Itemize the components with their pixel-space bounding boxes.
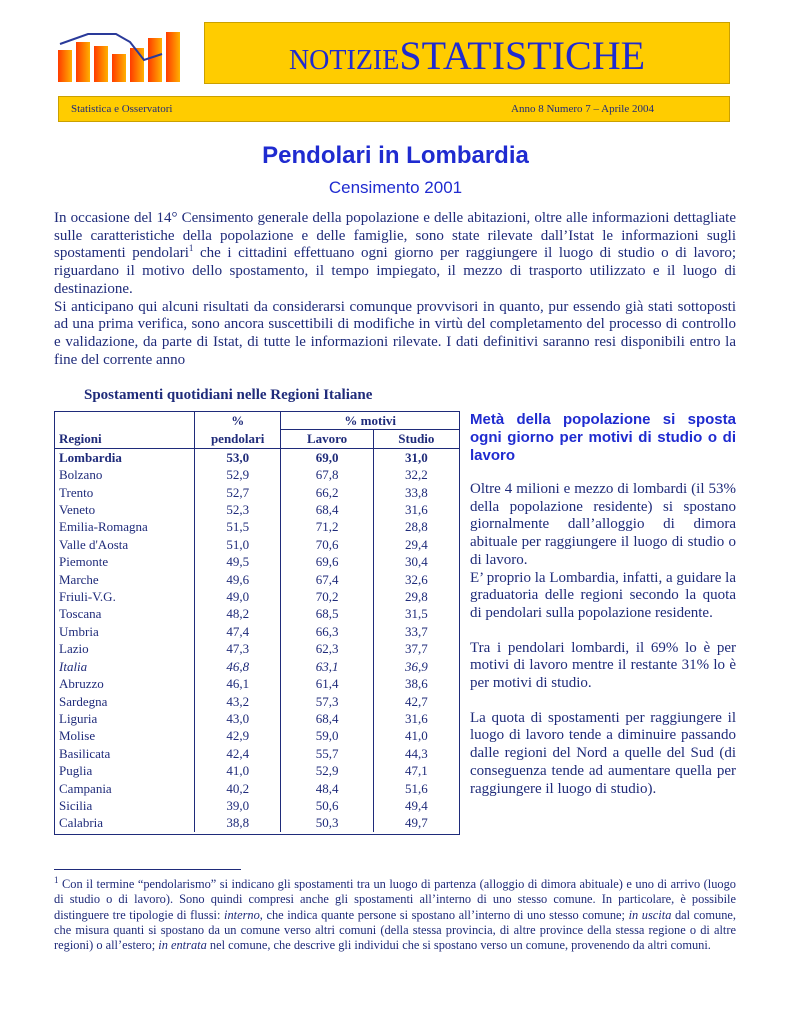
cell-lavoro: 63,1 xyxy=(281,658,373,675)
footnote-text-c: dal comune, che misura quanti si spostano da un comune verso altri comuni (della stessa provincia, di altre province della stessa regione o di altre regioni) o all’estero; xyxy=(54,907,737,953)
cell-lavoro: 61,4 xyxy=(281,675,373,692)
footnote-term-uscita: in uscita xyxy=(628,907,672,922)
cell-region: Sicilia xyxy=(59,797,93,813)
footnote-number: 1 xyxy=(54,874,59,885)
cell-lavoro: 69,0 xyxy=(281,448,373,466)
cell-lavoro: 68,4 xyxy=(281,710,373,727)
table-row xyxy=(55,658,459,675)
commuters-table xyxy=(54,411,460,835)
cell-region: Calabria xyxy=(59,815,104,831)
table-caption: Spostamenti quotidiani nelle Regioni Italiane xyxy=(84,387,373,403)
header-motivi: % motivi xyxy=(281,412,459,430)
cell-studio: 32,6 xyxy=(373,571,459,588)
table-row xyxy=(55,745,459,762)
cell-lavoro: 50,6 xyxy=(281,797,373,814)
cell-pendolari: 47,3 xyxy=(194,640,281,657)
article-title: Pendolari in Lombardia xyxy=(262,142,529,169)
issue-band xyxy=(58,96,730,122)
cell-studio: 29,8 xyxy=(373,588,459,605)
side-paragraph-3: Tra i pendolari lombardi, il 69% lo è per motivi di lavoro mentre il restante 31% lo è per motivi di studio. xyxy=(470,639,736,692)
table-row xyxy=(55,518,459,535)
table-row xyxy=(55,448,459,466)
cell-region: Friuli-V.G. xyxy=(59,589,116,605)
cell-studio: 32,2 xyxy=(373,466,459,483)
cell-pendolari: 52,9 xyxy=(194,466,281,483)
cell-lavoro: 71,2 xyxy=(281,518,373,535)
footnote-text-d: nel comune, che descrive gli individui che si spostano verso un comune, provenendo da altri comuni. xyxy=(206,938,711,953)
cell-pendolari: 51,0 xyxy=(194,536,281,553)
side-paragraph-1: Oltre 4 milioni e mezzo di lombardi (il 53% della popolazione residente) si spostano giornalmente dall’alloggio di dimora abituale per raggiungere il luogo di studio o di lavoro. xyxy=(470,481,736,568)
cell-pendolari: 43,2 xyxy=(194,693,281,710)
table-row xyxy=(55,484,459,501)
col-pendolari: pendolari xyxy=(194,430,281,448)
table-row xyxy=(55,640,459,657)
cell-lavoro: 55,7 xyxy=(281,745,373,762)
cell-studio: 49,7 xyxy=(373,814,459,831)
cell-pendolari: 46,8 xyxy=(194,658,281,675)
cell-region: Puglia xyxy=(59,763,93,779)
cell-region: Italia xyxy=(59,658,88,674)
cell-lavoro: 62,3 xyxy=(281,640,373,657)
intro-p1-part-b: che i cittadini effettuano ogni giorno per raggiungere il luogo di studio o di lavoro; riguardano il motivo dello spostamento, il tempo impiegato, il mezzo di trasporto utilizzato e il luogo di destinazione. xyxy=(54,245,736,297)
cell-studio: 49,4 xyxy=(373,797,459,814)
table-row xyxy=(55,797,459,814)
cell-lavoro: 67,8 xyxy=(281,466,373,483)
spacer xyxy=(470,693,736,710)
cell-pendolari: 42,9 xyxy=(194,727,281,744)
cell-region: Marche xyxy=(59,571,99,587)
cell-pendolari: 48,2 xyxy=(194,605,281,622)
spacer xyxy=(470,623,736,640)
cell-pendolari: 40,2 xyxy=(194,780,281,797)
cell-region: Sardegna xyxy=(59,693,108,709)
cell-region: Bolzano xyxy=(59,467,103,483)
cell-studio: 36,9 xyxy=(373,658,459,675)
cell-studio: 38,6 xyxy=(373,675,459,692)
masthead-title-small: NOTIZIE xyxy=(288,45,400,76)
cell-studio: 33,8 xyxy=(373,484,459,501)
cell-region: Liguria xyxy=(59,710,98,726)
cell-studio: 28,8 xyxy=(373,518,459,535)
cell-pendolari: 39,0 xyxy=(194,797,281,814)
cell-pendolari: 52,7 xyxy=(194,484,281,501)
table-row xyxy=(55,814,459,831)
cell-lavoro: 68,4 xyxy=(281,501,373,518)
cell-studio: 41,0 xyxy=(373,727,459,744)
footnote-text-b: , che indica quante persone si spostano all’interno di uno stesso comune; xyxy=(259,907,629,922)
masthead xyxy=(204,22,730,84)
cell-region: Valle d'Aosta xyxy=(59,536,129,552)
side-paragraph-4: La quota di spostamenti per raggiungere il luogo di lavoro tende a diminuire passando dalle regioni del Nord a quelle del Sud (di conseguenza tende ad aumentare quella per raggiungere il luogo di studio). xyxy=(470,709,736,797)
cell-region: Toscana xyxy=(59,606,102,622)
cell-region: Lazio xyxy=(59,641,89,657)
cell-pendolari: 52,3 xyxy=(194,501,281,518)
col-studio: Studio xyxy=(373,430,459,448)
side-paragraph-2: E’ proprio la Lombardia, infatti, a guidare la graduatoria delle regioni secondo la quota di pendolari sulla popolazione residente. xyxy=(470,569,736,621)
table-row xyxy=(55,501,459,518)
cell-lavoro: 68,5 xyxy=(281,605,373,622)
intro-p1-part-a: In occasione del 14° Censimento generale della popolazione e delle abitazioni, oltre alle informazioni dettagliate sulle caratteristiche della popolazione e delle famiglie, sono state rilevate dall’Istat le informazioni sugli spostamenti pendolari xyxy=(54,210,736,262)
table-row xyxy=(55,710,459,727)
footnote xyxy=(54,874,737,953)
issue-band-number: Anno 8 Numero 7 – Aprile 2004 xyxy=(511,103,654,115)
cell-lavoro: 70,6 xyxy=(281,536,373,553)
table-row xyxy=(55,693,459,710)
cell-region: Trento xyxy=(59,484,94,500)
cell-studio: 47,1 xyxy=(373,762,459,779)
table-row xyxy=(55,571,459,588)
cell-studio: 44,3 xyxy=(373,745,459,762)
side-column xyxy=(470,411,736,798)
intro-text xyxy=(54,210,736,369)
cell-pendolari: 49,0 xyxy=(194,588,281,605)
masthead-title-big: STATISTICHE xyxy=(399,33,646,78)
cell-region: Veneto xyxy=(59,502,96,518)
cell-region: Molise xyxy=(59,728,96,744)
intro-paragraph-1 xyxy=(54,210,736,299)
cell-studio: 31,5 xyxy=(373,605,459,622)
cell-pendolari: 49,6 xyxy=(194,571,281,588)
table-row xyxy=(55,553,459,570)
cell-studio: 30,4 xyxy=(373,553,459,570)
cell-region: Abruzzo xyxy=(59,676,104,692)
cell-studio: 42,7 xyxy=(373,693,459,710)
table-row xyxy=(55,536,459,553)
footnote-term-interno: interno xyxy=(224,907,260,922)
cell-lavoro: 66,3 xyxy=(281,623,373,640)
cell-lavoro: 67,4 xyxy=(281,571,373,588)
cell-studio: 33,7 xyxy=(373,623,459,640)
cell-pendolari: 41,0 xyxy=(194,762,281,779)
cell-pendolari: 49,5 xyxy=(194,553,281,570)
footnote-text-a: Con il termine “pendolarismo” si indicano gli spostamenti tra un luogo di partenza (alloggio di dimora abituale) e uno di arrivo (luogo di studio o di lavoro). Sono quindi compresi anche gli spostamenti all’interno di uno stesso comune. In particolare, è possibile distinguere tre tipologie di flussi: xyxy=(54,877,736,922)
cell-lavoro: 50,3 xyxy=(281,814,373,831)
table-row xyxy=(55,588,459,605)
masthead-title xyxy=(205,32,729,79)
cell-region: Lombardia xyxy=(59,449,122,465)
col-regioni: Regioni xyxy=(55,430,194,448)
table-row xyxy=(55,762,459,779)
cell-pendolari: 42,4 xyxy=(194,745,281,762)
cell-region: Piemonte xyxy=(59,554,109,570)
logo-bar-chart-icon xyxy=(58,28,183,82)
table-row xyxy=(55,605,459,622)
footnote-term-entrata: in entrata xyxy=(158,938,207,953)
col-lavoro: Lavoro xyxy=(281,430,373,448)
cell-region: Umbria xyxy=(59,623,99,639)
cell-pendolari: 53,0 xyxy=(194,448,281,466)
side-heading: Metà della popolazione si sposta ogni giorno per motivi di studio o di lavoro xyxy=(470,411,736,464)
footnote-ref: 1 xyxy=(188,243,194,254)
cell-pendolari: 38,8 xyxy=(194,814,281,831)
cell-region: Emilia-Romagna xyxy=(59,519,148,535)
table-row xyxy=(55,727,459,744)
issue-band-section: Statistica e Osservatori xyxy=(71,103,173,115)
table-row xyxy=(55,623,459,640)
article-subtitle: Censimento 2001 xyxy=(328,178,463,197)
cell-pendolari: 46,1 xyxy=(194,675,281,692)
table-row xyxy=(55,780,459,797)
intro-paragraph-2: Si anticipano qui alcuni risultati da considerarsi comunque provvisori in quanto, pur essendo già stati sottoposti ad una prima verifica, sono ancora suscettibili di modifiche in virtù del completamento del processo di controllo e validazione, da parte di Istat, di tutte le informazioni rilevate. I dati definitivi saranno resi disponibili entro la fine del corrente anno xyxy=(54,298,736,368)
footnote-divider xyxy=(54,869,241,870)
cell-studio: 31,0 xyxy=(373,448,459,466)
cell-region: Campania xyxy=(59,780,112,796)
cell-pendolari: 51,5 xyxy=(194,518,281,535)
cell-lavoro: 52,9 xyxy=(281,762,373,779)
cell-lavoro: 59,0 xyxy=(281,727,373,744)
cell-lavoro: 69,6 xyxy=(281,553,373,570)
cell-studio: 37,7 xyxy=(373,640,459,657)
cell-lavoro: 57,3 xyxy=(281,693,373,710)
table-row xyxy=(55,675,459,692)
cell-lavoro: 70,2 xyxy=(281,588,373,605)
cell-studio: 31,6 xyxy=(373,710,459,727)
cell-pendolari: 43,0 xyxy=(194,710,281,727)
table-row xyxy=(55,466,459,483)
cell-lavoro: 48,4 xyxy=(281,780,373,797)
cell-lavoro: 66,2 xyxy=(281,484,373,501)
cell-studio: 31,6 xyxy=(373,501,459,518)
cell-studio: 29,4 xyxy=(373,536,459,553)
header-pct: % xyxy=(194,412,281,430)
cell-pendolari: 47,4 xyxy=(194,623,281,640)
cell-region: Basilicata xyxy=(59,745,111,761)
cell-studio: 51,6 xyxy=(373,780,459,797)
header-empty xyxy=(55,412,194,430)
